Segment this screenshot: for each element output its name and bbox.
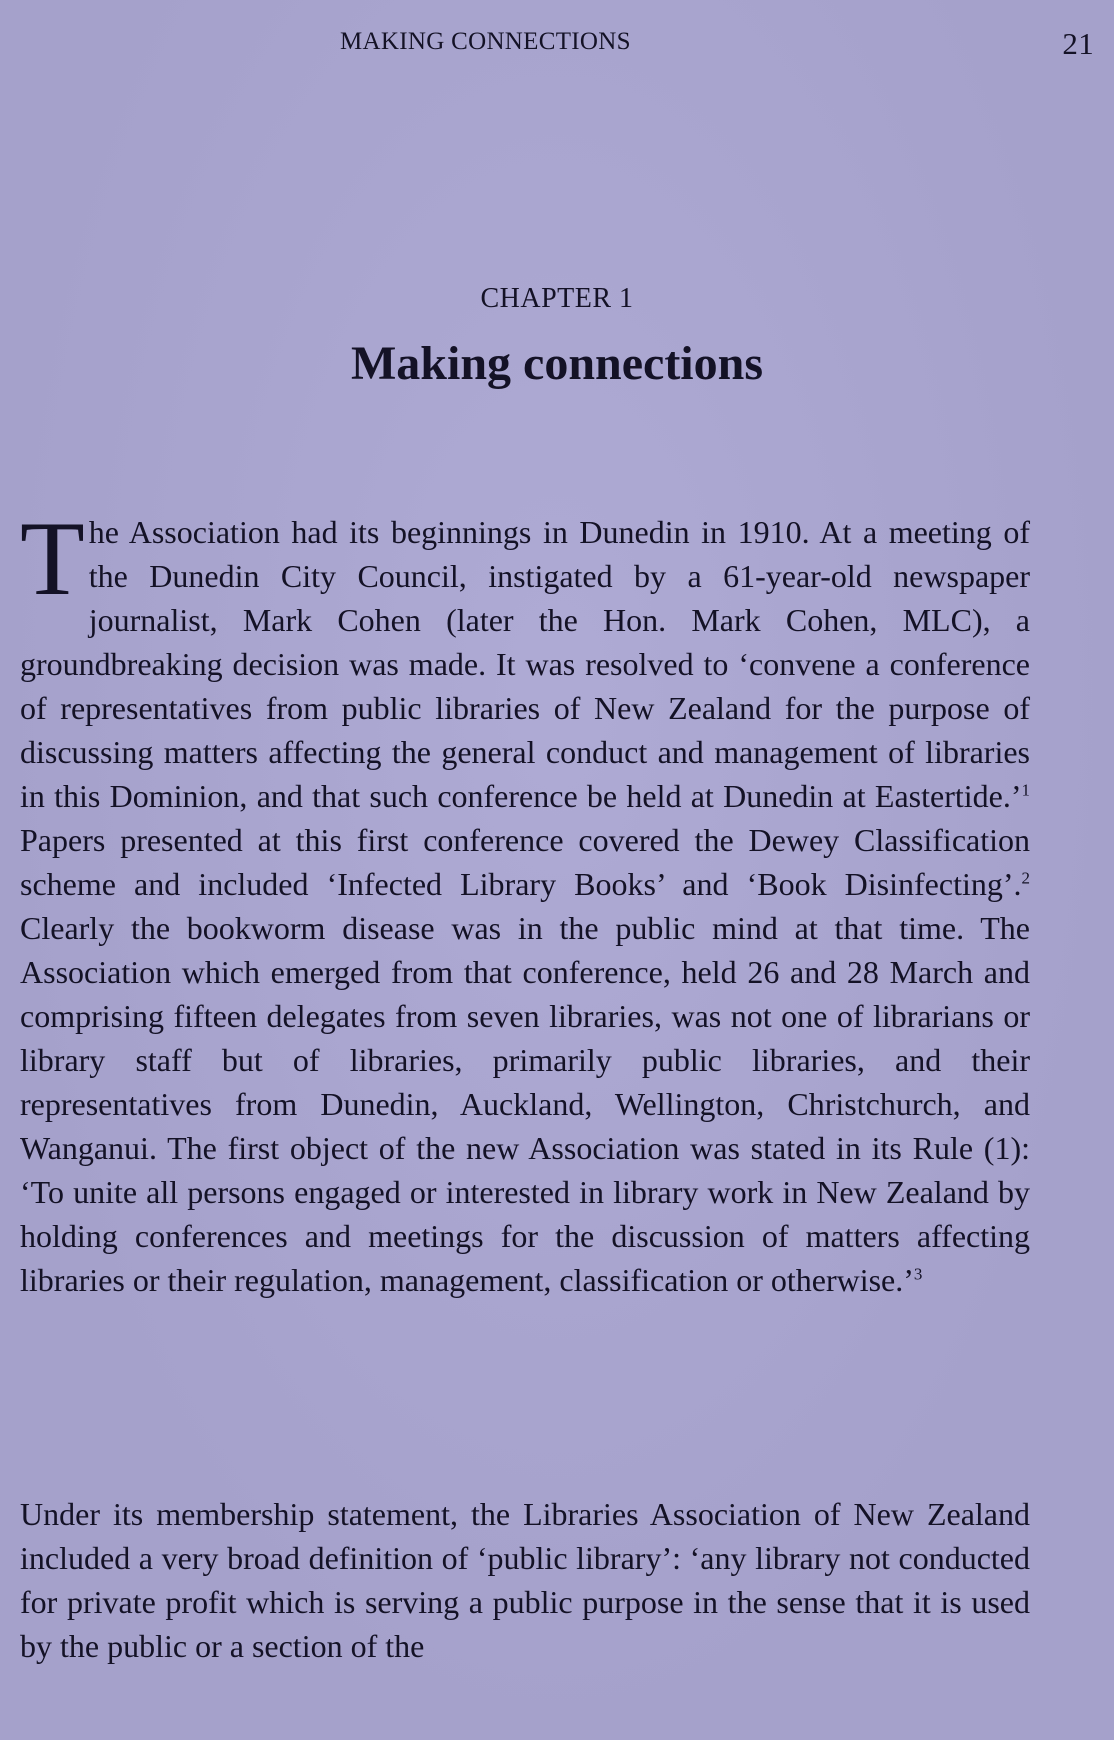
chapter-title: Making connections xyxy=(350,337,764,390)
running-head-title: MAKING CONNECTIONS xyxy=(340,28,631,55)
body-paragraph xyxy=(20,1492,1030,1668)
chapter-label: CHAPTER 1 xyxy=(480,283,634,314)
paragraph-text: Under its membership statement, the Libraries Association of New Zealand included a very broad definition of ‘public library’: ‘any library not conducted for private profit which is serving a public purpose in the sense that it is used by the public or a section of the xyxy=(20,1496,1030,1664)
page-number: 21 xyxy=(1062,26,1094,61)
footnote-ref[interactable]: 3 xyxy=(913,1264,923,1284)
body-paragraph xyxy=(20,500,1030,1302)
paragraph-text: Papers presented at this first conference covered the Dewey Classification scheme and included ‘Infected Library Books’ and ‘Book Disinfecting’. xyxy=(20,822,1030,902)
footnote-ref[interactable]: 2 xyxy=(1021,868,1030,888)
paragraph-text: he Association had its beginnings in Dunedin in 1910. At a meeting of the Dunedin City Council, instigated by a 61-year-old newspaper journalist, Mark Cohen (later the Hon. Mark Cohen, MLC), a groundbreaking decision was made. It was resolved to ‘convene a conference of representatives from public libraries of New Zealand for the purpose of discussing matters affecting the general conduct and management of libraries in this Dominion, and that such conference be held at Dunedin at Eastertide.’ xyxy=(20,514,1030,814)
drop-cap: T xyxy=(20,500,85,617)
paragraph-text: Clearly the bookworm disease was in the public mind at that time. The Association which emerged from that conference, held 26 and 28 March and comprising fifteen delegates from seven libraries, was not one of librarians or library staff but of libraries, primarily public libraries, and their representatives from Dunedin, Auckland, Wellington, Christchurch, and Wanganui. The first object of the new Association was stated in its Rule (1): ‘To unite all persons engaged or interested in library work in New Zealand by holding conferences and meetings for the discussion of matters affecting libraries or their regulation, management, classification or otherwise.’ xyxy=(20,910,1030,1298)
footnote-ref[interactable]: 1 xyxy=(1021,780,1030,800)
